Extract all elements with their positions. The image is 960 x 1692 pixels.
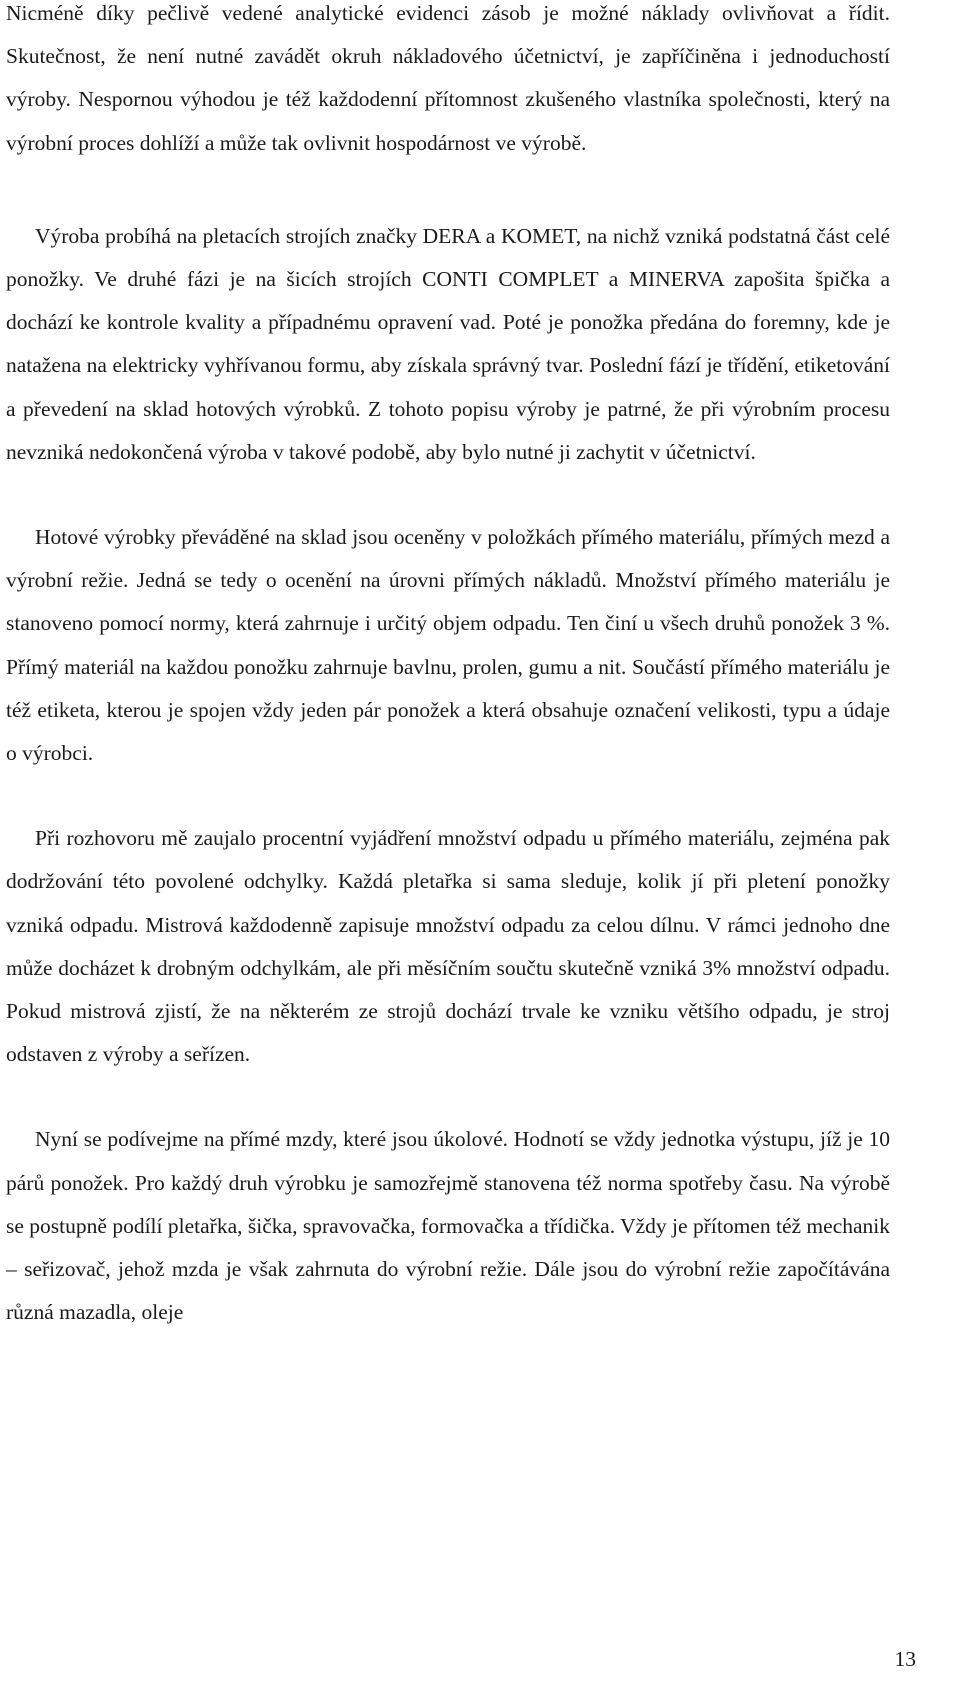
document-page	[6, 0, 890, 1334]
paragraph-finished-goods-valuation: Hotové výrobky převáděné na sklad jsou oceněny v položkách přímého materiálu, přímých mezd a výrobní režie. Jedná se tedy o ocenění na úrovni přímých nákladů. Množství přímého materiálu je stanoveno pomocí normy, která zahrnuje i určitý objem odpadu. Ten činí u všech druhů ponožek 3 %. Přímý materiál na každou ponožku zahrnuje bavlnu, prolen, gumu a nit. Součástí přímého materiálu je též etiketa, kterou je spojen vždy jeden pár ponožek a která obsahuje označení velikosti, typu a údaje o výrobci.	[6, 525, 890, 766]
page-number: 13	[894, 1647, 916, 1671]
paragraph-waste-monitoring: Při rozhovoru mě zaujalo procentní vyjádření množství odpadu u přímého materiálu, zejména pak dodržování této povolené odchylky. Každá pletařka si sama sleduje, kolik jí při pletení ponožky vzniká odpadu. Mistrová každodenně zapisuje množství odpadu za celou dílnu. V rámci jednoho dne může docházet k drobným odchylkám, ale při měsíčním součtu skutečně vzniká 3% množství odpadu. Pokud mistrová zjistí, že na některém ze strojů dochází trvale ke vzniku většího odpadu, je stroj odstaven z výroby a seřízen.	[6, 826, 890, 1067]
paragraph-production-process: Výroba probíhá na pletacích strojích značky DERA a KOMET, na nichž vzniká podstatná část celé ponožky. Ve druhé fázi je na šicích strojích CONTI COMPLET a MINERVA zapošita špička a dochází ke kontrole kvality a případnému opravení vad. Poté je ponožka předána do foremny, kde je natažena na elektricky vyhřívanou formu, aby získala správný tvar. Poslední fází je třídění, etiketování a převedení na sklad hotových výrobků. Z tohoto popisu výroby je patrné, že při výrobním procesu nevzniká nedokončená výroba v takové podobě, aby bylo nutné ji zachytit v účetnictví.	[6, 223, 890, 464]
paragraph-cost-control: Nicméně díky pečlivě vedené analytické evidenci zásob je možné náklady ovlivňovat a řídit. Skutečnost, že není nutné zavádět okruh nákladového účetnictví, je zapříčiněna i jednoduchostí výroby. Nespornou výhodou je též každodenní přítomnost zkušeného vlastníka společnosti, který na výrobní proces dohlíží a může tak ovlivnit hospodárnost ve výrobě.	[6, 1, 890, 155]
paragraph-direct-wages: Nyní se podívejme na přímé mzdy, které jsou úkolové. Hodnotí se vždy jednotka výstupu, jíž je 10 párů ponožek. Pro každý druh výrobku je samozřejmě stanovena též norma spotřeby času. Na výrobě se postupně podílí pletařka, šička, spravovačka, formovačka a třídička. Vždy je přítomen též mechanik – seřizovač, jehož mzda je však zahrnuta do výrobní režie. Dále jsou do výrobní režie započítávána různá mazadla, oleje	[6, 1127, 890, 1325]
